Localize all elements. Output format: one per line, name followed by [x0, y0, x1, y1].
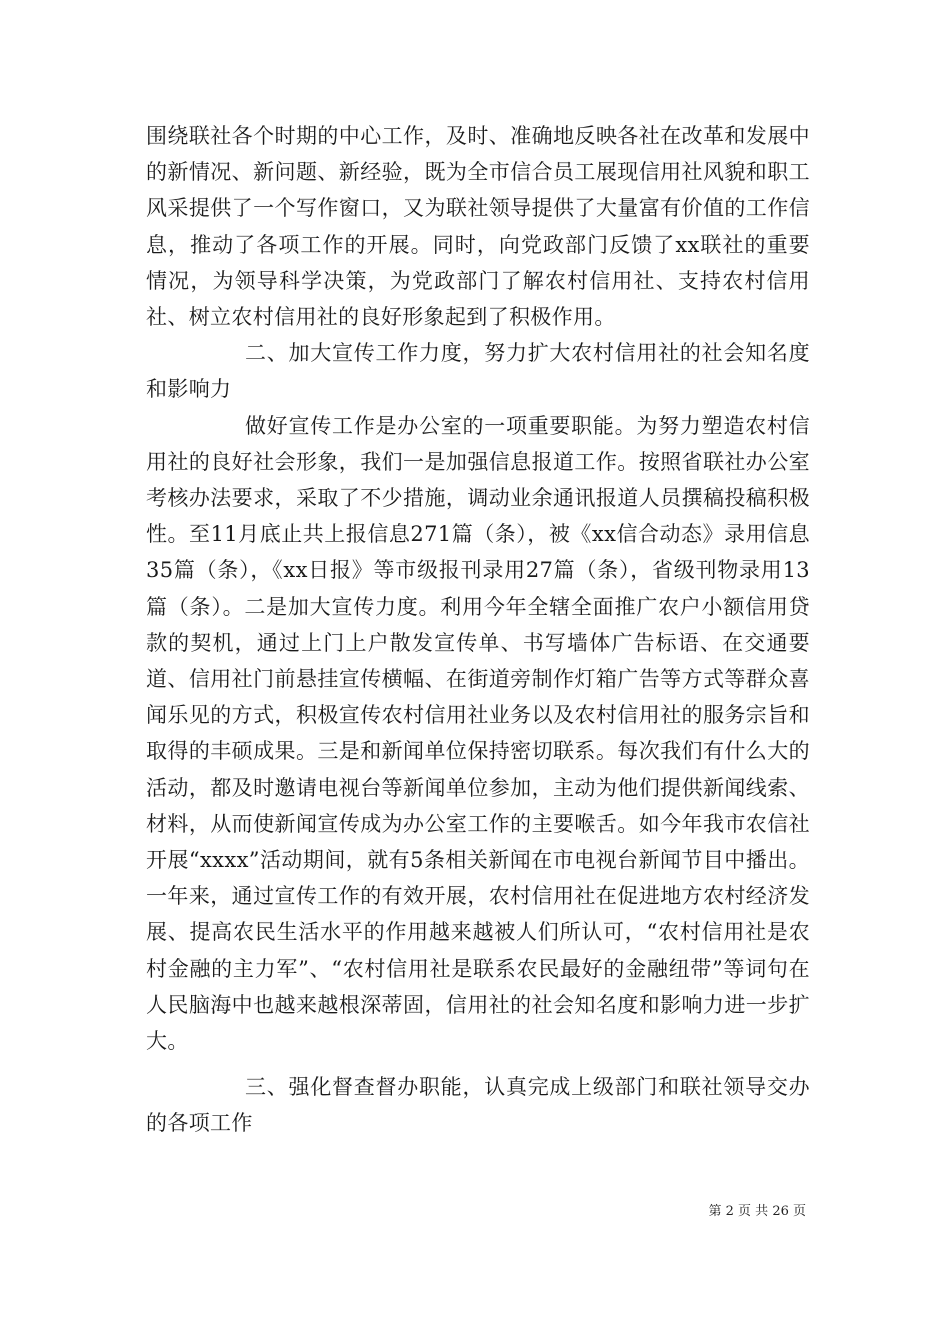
- section-heading-publicity: 二、加大宣传工作力度，努力扩大农村信用社的社会知名度和影响力: [146, 341, 810, 402]
- paragraph-publicity-work: 做好宣传工作是办公室的一项重要职能。为努力塑造农村信用社的良好社会形象，我们一是加强信息报道工作。按照省联社办公室考核办法要求，采取了不少措施，调动业余通讯报道人员撰稿投稿积极性。至11月底止共上报信息271篇（条），被《xx信合动态》录用信息35篇（条），《xx日报》等市级报刊录用27篇（条），省级刊物录用13篇（条）。二是加大宣传力度。利用今年全辖全面推广农户小额信用贷款的契机，通过上门上户散发宣传单、书写墙体广告标语、在交通要道、信用社门前悬挂宣传横幅、在街道旁制作灯箱广告等方式等群众喜闻乐见的方式，积极宣传农村信用社业务以及农村信用社的服务宗旨和取得的丰硕成果。三是和新闻单位保持密切联系。每次我们有什么大的活动，都及时邀请电视台等新闻单位参加，主动为他们提供新闻线索、材料，从而使新闻宣传成为办公室工作的主要喉舌。如今年我市农信社开展“xxxx”活动期间，就有5条相关新闻在市电视台新闻节目中播出。一年来，通过宣传工作的有效开展，农村信用社在促进地方农村经济发展、提高农民生活水平的作用越来越被人们所认可，“农村信用社是农村金融的主力军”、“农村信用社是联系农民最好的金融纽带”等词句在人民脑海中也越来越根深蒂固，信用社的社会知名度和影响力进一步扩大。: [146, 413, 810, 1054]
- paragraph-info-work: 围绕联社各个时期的中心工作，及时、准确地反映各社在改革和发展中的新情况、新问题、新经验，既为全市信合员工展现信用社风貌和职工风采提供了一个写作窗口，又为联社领导提供了大量富有价值的工作信息，推动了各项工作的开展。同时，向党政部门反馈了xx联社的重要情况，为领导科学决策，为党政部门了解农村信用社、支持农村信用社、树立农村信用社的良好形象起到了积极作用。: [146, 124, 810, 330]
- section-heading-supervision: 三、强化督查督办职能，认真完成上级部门和联社领导交办的各项工作: [146, 1075, 810, 1136]
- page-number-footer: 第 2 页 共 26 页: [708, 1204, 806, 1219]
- document-body: [146, 118, 810, 1142]
